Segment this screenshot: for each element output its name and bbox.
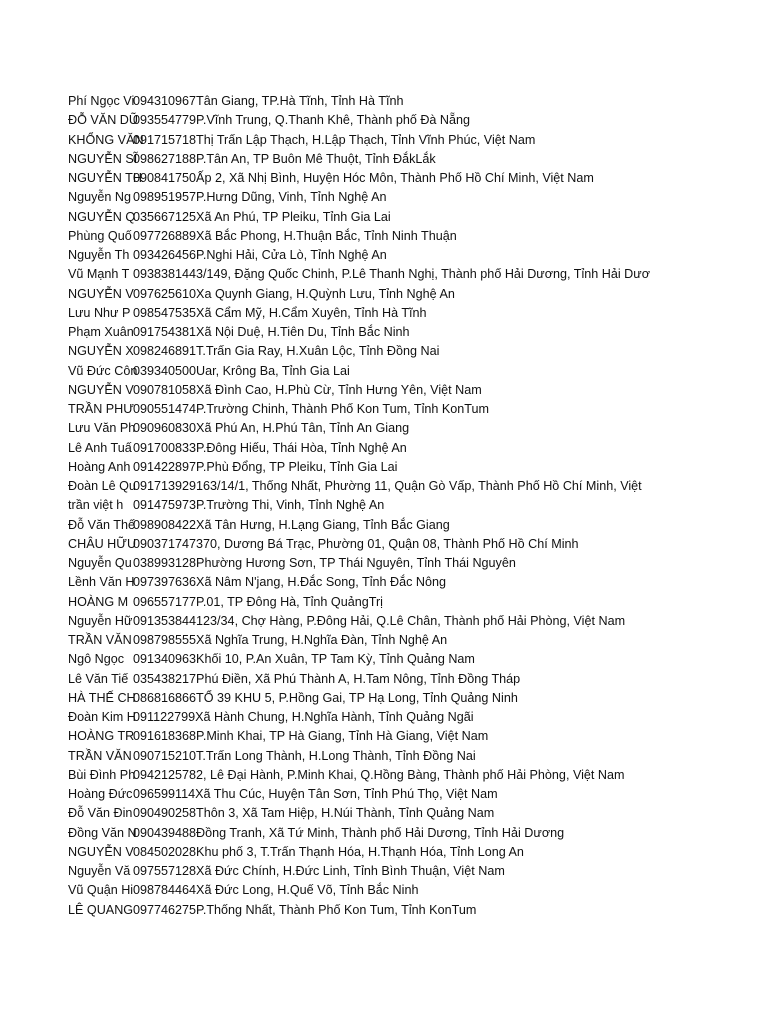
phone-address-cell	[133, 323, 410, 342]
address-text: Đồng Tranh, Xã Tứ Minh, Thành phố Hải Dương, Tỉnh Hải Dương	[196, 825, 565, 840]
address-text: Khu phố 3, T.Trấn Thạnh Hóa, H.Thạnh Hóa, Tỉnh Long An	[196, 844, 524, 859]
phone-address-cell	[133, 727, 488, 746]
phone-address-cell	[133, 381, 482, 400]
address-text: P.Phù Đổng, TP Pleiku, Tỉnh Gia Lai	[196, 459, 398, 474]
table-row	[0, 419, 768, 438]
name-cell: ĐỖ VĂN DŨ	[68, 113, 138, 128]
name-cell: TRẦN VĂN	[68, 748, 132, 763]
table-row	[0, 670, 768, 689]
phone-number: 090439488	[133, 825, 197, 840]
table-row	[0, 901, 768, 920]
phone-address-cell	[133, 650, 475, 669]
phone-address-cell	[133, 747, 476, 766]
table-row	[0, 265, 768, 284]
phone-address-cell	[133, 458, 397, 477]
address-text: Xã Thu Cúc, Huyện Tân Sơn, Tỉnh Phú Thọ, Việt Nam	[195, 787, 498, 801]
name-cell: Phí Ngọc Vi	[68, 94, 135, 108]
table-row	[0, 804, 768, 823]
phone-number: 098627188	[133, 151, 197, 166]
phone-address-cell	[133, 535, 579, 554]
phone-address-cell	[133, 901, 476, 920]
address-text: Xã Cẩm Mỹ, H.Cẩm Xuyên, Tỉnh Hà Tĩnh	[196, 305, 427, 320]
phone-address-cell	[133, 785, 498, 804]
table-row	[0, 785, 768, 804]
name-cell: Nguyễn Qu	[68, 556, 132, 570]
address-text: P.Đông Hiếu, Thái Hòa, Tỉnh Nghệ An	[196, 440, 407, 455]
table-row	[0, 342, 768, 361]
address-text: Xã Tân Hưng, H.Lạng Giang, Tỉnh Bắc Giang	[196, 517, 450, 532]
phone-number: 086816866	[133, 690, 197, 705]
name-cell: NGUYỄN V	[68, 382, 134, 397]
phone-number: 091715718	[133, 132, 197, 147]
phone-number: 090960830	[133, 421, 197, 436]
phone-number: 096557177	[133, 594, 197, 609]
address-text: Xã An Phú, TP Pleiku, Tỉnh Gia Lai	[196, 209, 391, 224]
table-row	[0, 285, 768, 304]
phone-number: 090781058	[133, 382, 197, 397]
table-row	[0, 650, 768, 669]
table-row	[0, 516, 768, 535]
phone-number: 098246891	[133, 344, 197, 359]
phone-address-cell	[133, 804, 494, 823]
address-text: Xã Nâm N'jang, H.Đắc Song, Tỉnh Đắc Nông	[196, 575, 447, 590]
table-row	[0, 593, 768, 612]
address-text: Phú Điền, Xã Phú Thành A, H.Tam Nông, Tỉnh Đồng Tháp	[196, 671, 521, 686]
table-row	[0, 747, 768, 766]
phone-number: 035667125	[133, 209, 197, 224]
phone-address-cell	[133, 304, 427, 323]
table-row	[0, 227, 768, 246]
address-text: Thôn 3, Xã Tam Hiệp, H.Núi Thành, Tỉnh Quảng Nam	[196, 806, 495, 821]
phone-address-cell	[133, 92, 404, 111]
table-row	[0, 439, 768, 458]
name-cell: Đoàn Lê Qu	[68, 479, 136, 493]
phone-number: 090490258	[133, 806, 197, 821]
phone-number: 091122799	[133, 710, 196, 724]
phone-address-cell	[133, 285, 455, 304]
address-text: 370, Dương Bá Trạc, Phường 01, Quận 08, Thành Phố Hồ Chí Minh	[196, 536, 579, 551]
phone-number: 091754381	[133, 325, 197, 339]
phone-address-cell	[133, 131, 535, 150]
address-text: Xã Đức Chính, H.Đức Linh, Tỉnh Bình Thuận, Việt Nam	[196, 864, 505, 878]
phone-number: 091713929	[133, 479, 197, 493]
address-text: Xã Bắc Phong, H.Thuận Bắc, Tỉnh Ninh Thuận	[196, 228, 457, 243]
phone-number: 094310967	[133, 94, 197, 108]
table-row	[0, 323, 768, 342]
address-text: /149, Đặng Quốc Chinh, P.Lê Thanh Nghị, Thành phố Hải Dương, Tỉnh Hải Dươ	[203, 267, 650, 282]
table-row	[0, 727, 768, 746]
address-text: P.Tân An, TP Buôn Mê Thuột, Tỉnh ĐắkLắk	[196, 151, 436, 166]
phone-number: 090841750	[133, 171, 197, 185]
name-cell: Đỗ Văn Đin	[68, 806, 133, 821]
name-cell: Hoàng Đức	[68, 787, 133, 801]
name-cell: HÀ THẾ CH	[68, 690, 136, 705]
table-row	[0, 246, 768, 265]
name-cell: Nguyễn Th	[68, 248, 130, 262]
address-text: P.Thống Nhất, Thành Phố Kon Tum, Tỉnh KonTum	[196, 902, 477, 917]
address-text: Phường Hương Sơn, TP Thái Nguyên, Tỉnh Thái Nguyên	[196, 556, 516, 570]
contact-list	[0, 92, 768, 920]
phone-address-cell	[133, 188, 387, 207]
table-row	[0, 631, 768, 650]
phone-address-cell	[133, 766, 625, 785]
phone-number: 090371747	[133, 536, 197, 551]
address-text: T.Trấn Long Thành, H.Long Thành, Tỉnh Đồng Nai	[196, 748, 476, 763]
phone-number: 091618368	[133, 729, 197, 744]
table-row	[0, 862, 768, 881]
name-cell: Vũ Mạnh T	[68, 267, 130, 282]
phone-number: 096599114	[133, 787, 196, 801]
phone-address-cell	[133, 419, 409, 438]
address-text: Xã Nghĩa Trung, H.Nghĩa Đàn, Tỉnh Nghệ An	[196, 633, 448, 647]
table-row	[0, 208, 768, 227]
table-row	[0, 554, 768, 573]
address-text: Xã Nội Duệ, H.Tiên Du, Tỉnh Bắc Ninh	[196, 325, 410, 339]
table-row	[0, 458, 768, 477]
phone-number: 0938381443	[133, 267, 204, 282]
table-row	[0, 689, 768, 708]
phone-address-cell	[133, 824, 564, 843]
phone-address-cell	[133, 862, 505, 881]
table-row	[0, 496, 768, 515]
phone-address-cell	[133, 881, 418, 900]
phone-address-cell	[133, 843, 524, 862]
table-row	[0, 573, 768, 592]
phone-address-cell	[133, 342, 439, 361]
phone-number: 084502028	[133, 844, 197, 859]
name-cell: HOÀNG TR	[68, 729, 135, 744]
phone-number: 091700833	[133, 440, 197, 455]
phone-address-cell	[133, 516, 450, 535]
address-text: Xã Đức Long, H.Quế Võ, Tỉnh Bắc Ninh	[196, 883, 419, 898]
name-cell: Phùng Quố	[68, 228, 132, 243]
phone-number: 097557128	[133, 864, 197, 878]
address-text: P.Minh Khai, TP Hà Giang, Tỉnh Hà Giang, Việt Nam	[196, 729, 489, 744]
name-cell: Nguyễn Vă	[68, 864, 131, 878]
phone-address-cell	[133, 439, 407, 458]
name-cell: Lưu Như P	[68, 305, 131, 320]
address-text: , Lê Đại Hành, P.Minh Khai, Q.Hồng Bàng, Thành phố Hải Phòng, Việt Nam	[203, 767, 625, 782]
name-cell: TRẦN VĂN	[68, 633, 132, 647]
phone-address-cell	[133, 362, 350, 381]
table-row	[0, 477, 768, 496]
name-cell: Lê Văn Tiế	[68, 671, 129, 686]
address-text: Xã Đình Cao, H.Phù Cừ, Tỉnh Hưng Yên, Việt Nam	[196, 382, 482, 397]
phone-number: 035438217	[133, 671, 197, 686]
phone-number: 098547535	[133, 305, 197, 320]
address-text: Thị Trấn Lập Thạch, H.Lập Thạch, Tỉnh Vĩnh Phúc, Việt Nam	[196, 132, 536, 147]
phone-number: 038993128	[133, 556, 197, 570]
phone-address-cell	[133, 208, 391, 227]
table-row	[0, 766, 768, 785]
name-cell: LÊ QUANG	[68, 902, 134, 917]
name-cell: Đoàn Kim H	[68, 710, 136, 724]
phone-number: 093426456	[133, 248, 197, 262]
address-text: P.Nghi Hải, Cửa Lò, Tỉnh Nghệ An	[196, 248, 387, 262]
phone-address-cell	[133, 631, 447, 650]
phone-address-cell	[133, 593, 383, 612]
address-text: Tân Giang, TP.Hà Tĩnh, Tỉnh Hà Tĩnh	[196, 94, 404, 108]
name-cell: CHÂU HỮU	[68, 536, 137, 551]
phone-address-cell	[133, 111, 470, 130]
table-row	[0, 824, 768, 843]
name-cell: Vũ Đức Côn	[68, 363, 138, 378]
phone-number: 090551474	[133, 402, 197, 416]
table-row	[0, 612, 768, 631]
phone-address-cell	[133, 477, 642, 496]
phone-number: 0942125782	[133, 767, 204, 782]
name-cell: Đỗ Văn Thế	[68, 517, 135, 532]
address-text: P.Trường Thi, Vinh, Tỉnh Nghệ An	[196, 498, 385, 513]
phone-address-cell	[133, 265, 650, 284]
name-cell: NGUYỄN X	[68, 344, 134, 359]
phone-address-cell	[133, 227, 457, 246]
table-row	[0, 881, 768, 900]
name-cell: Nguyễn Ng	[68, 190, 132, 205]
phone-number: 091422897	[133, 459, 197, 474]
address-text: 123/34, Chợ Hàng, P.Đông Hải, Q.Lê Chân, Thành phố Hải Phòng, Việt Nam	[196, 613, 626, 628]
phone-address-cell	[133, 400, 489, 419]
phone-address-cell	[133, 573, 446, 592]
name-cell: NGUYỄN TH	[68, 171, 142, 185]
address-text: P.01, TP Đông Hà, Tỉnh QuảngTrị	[196, 594, 383, 609]
name-cell: Lềnh Văn H	[68, 575, 135, 590]
table-row	[0, 131, 768, 150]
address-text: TỔ 39 KHU 5, P.Hồng Gai, TP Hạ Long, Tỉnh Quảng Ninh	[196, 690, 518, 705]
name-cell: Hoàng Anh	[68, 459, 131, 474]
phone-number: 098798555	[133, 633, 197, 647]
phone-number: 097625610	[133, 286, 197, 301]
address-text: Xã Hành Chung, H.Nghĩa Hành, Tỉnh Quảng Ngãi	[195, 710, 474, 724]
phone-address-cell	[133, 169, 594, 188]
address-text: Xã Phú An, H.Phú Tân, Tỉnh An Giang	[196, 421, 410, 436]
name-cell: Nguyễn Hữ	[68, 613, 133, 628]
table-row	[0, 92, 768, 111]
name-cell: TRẦN PHƯ	[68, 402, 135, 416]
table-row	[0, 708, 768, 727]
phone-number: 091475973	[133, 498, 197, 513]
table-row	[0, 111, 768, 130]
phone-number: 097726889	[133, 228, 197, 243]
address-text: Ấp 2, Xã Nhị Bình, Huyện Hóc Môn, Thành Phố Hồ Chí Minh, Việt Nam	[196, 171, 594, 185]
name-cell: trần việt h	[68, 498, 124, 513]
name-cell: Vũ Quận Hi	[68, 883, 134, 898]
table-row	[0, 304, 768, 323]
name-cell: KHỔNG VĂN	[68, 132, 144, 147]
address-text: P.Trường Chinh, Thành Phố Kon Tum, Tỉnh KonTum	[196, 402, 490, 416]
address-text: P.Hưng Dũng, Vinh, Tỉnh Nghệ An	[196, 190, 387, 205]
address-text: Uar, Krông Ba, Tỉnh Gia Lai	[196, 363, 350, 378]
phone-address-cell	[133, 496, 384, 515]
name-cell: Phạm Xuân	[68, 325, 134, 339]
table-row	[0, 169, 768, 188]
table-row	[0, 535, 768, 554]
phone-number: 091353844	[133, 613, 197, 628]
phone-number: 098951957	[133, 190, 197, 205]
address-text: T.Trấn Gia Ray, H.Xuân Lộc, Tỉnh Đồng Nai	[196, 344, 440, 359]
phone-address-cell	[133, 612, 625, 631]
name-cell: NGUYỄN V	[68, 286, 134, 301]
phone-address-cell	[133, 670, 520, 689]
phone-number: 039340500	[133, 363, 197, 378]
phone-number: 097397636	[133, 575, 197, 590]
name-cell: HOÀNG M	[68, 594, 129, 609]
address-text: Xa Quynh Giang, H.Quỳnh Lưu, Tỉnh Nghệ An	[196, 286, 455, 301]
name-cell: Lưu Văn Ph	[68, 421, 136, 436]
name-cell: NGUYỄN V	[68, 844, 134, 859]
phone-number: 093554779	[133, 113, 197, 128]
phone-number: 091340963	[133, 652, 197, 667]
address-text: P.Vĩnh Trung, Q.Thanh Khê, Thành phố Đà Nẵng	[196, 113, 471, 128]
phone-address-cell	[133, 708, 474, 727]
phone-address-cell	[133, 150, 436, 169]
name-cell: NGUYỄN Q	[68, 209, 136, 224]
phone-number: 098908422	[133, 517, 197, 532]
phone-address-cell	[133, 246, 387, 265]
table-row	[0, 362, 768, 381]
table-row	[0, 843, 768, 862]
table-row	[0, 150, 768, 169]
table-row	[0, 381, 768, 400]
phone-number: 098784464	[133, 883, 197, 898]
phone-address-cell	[133, 689, 518, 708]
name-cell: Đồng Văn N	[68, 825, 137, 840]
name-cell: NGUYỄN SĨ	[68, 151, 138, 166]
name-cell: Lê Anh Tuấ	[68, 440, 132, 455]
address-text: Khối 10, P.An Xuân, TP Tam Kỳ, Tỉnh Quảng Nam	[196, 652, 475, 667]
phone-address-cell	[133, 554, 516, 573]
name-cell: Ngô Ngọc	[68, 652, 125, 667]
phone-number: 090715210	[133, 748, 197, 763]
table-row	[0, 400, 768, 419]
address-text: 163/14/1, Thống Nhất, Phường 11, Quận Gò Vấp, Thành Phố Hồ Chí Minh, Việt	[196, 479, 642, 493]
table-row	[0, 188, 768, 207]
phone-number: 097746275	[133, 902, 197, 917]
name-cell: Bùi Đình Ph	[68, 767, 136, 782]
